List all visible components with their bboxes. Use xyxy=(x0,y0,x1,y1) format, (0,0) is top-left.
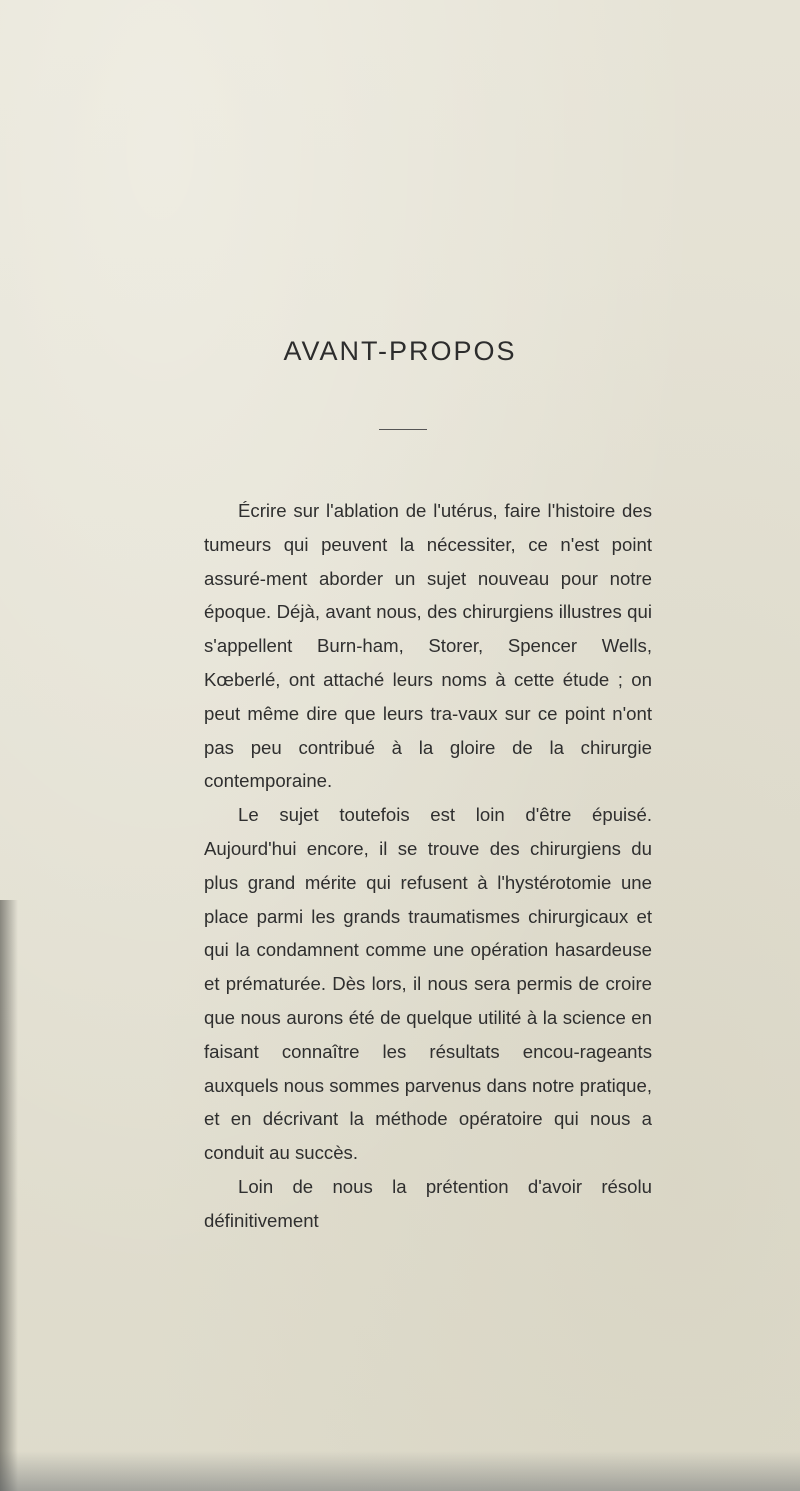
page-title: AVANT-PROPOS xyxy=(283,336,517,366)
page-edge-shadow xyxy=(0,900,18,1491)
paragraph-3: Loin de nous la prétention d'avoir résolu définitivement xyxy=(204,1175,652,1231)
body-text xyxy=(204,494,652,1238)
paragraph-2: Le sujet toutefois est loin d'être épuisé. Aujourd'hui encore, il se trouve des chirurgiens du plus grand mérite qui refusent à l'hystérotomie une place parmi les grands traumatismes chirurgicaux et qui la condamnent comme une opération hasardeuse et prématurée. Dès lors, il nous sera permis de croire que nous aurons été de quelque utilité à la science en faisant connaître les résultats encou-rageants auxquels nous sommes parvenus dans notre pratique, et en décrivant la méthode opératoire qui nous a conduit au succès. xyxy=(204,804,652,1164)
page-bottom-shadow xyxy=(0,1451,800,1491)
paragraph-1: Écrire sur l'ablation de l'utérus, faire l'histoire des tumeurs qui peuvent la nécessiter, ce n'est point assuré-ment aborder un sujet nouveau pour notre époque. Déjà, avant nous, des chirurgiens illustres qui s'appellent Burn-ham, Storer, Spencer Wells, Kœberlé, ont attaché leurs noms à cette étude ; on peut même dire que leurs tra-vaux sur ce point n'ont pas peu contribué à la gloire de la chirurgie contemporaine. xyxy=(204,500,652,792)
title-rule xyxy=(379,429,427,430)
